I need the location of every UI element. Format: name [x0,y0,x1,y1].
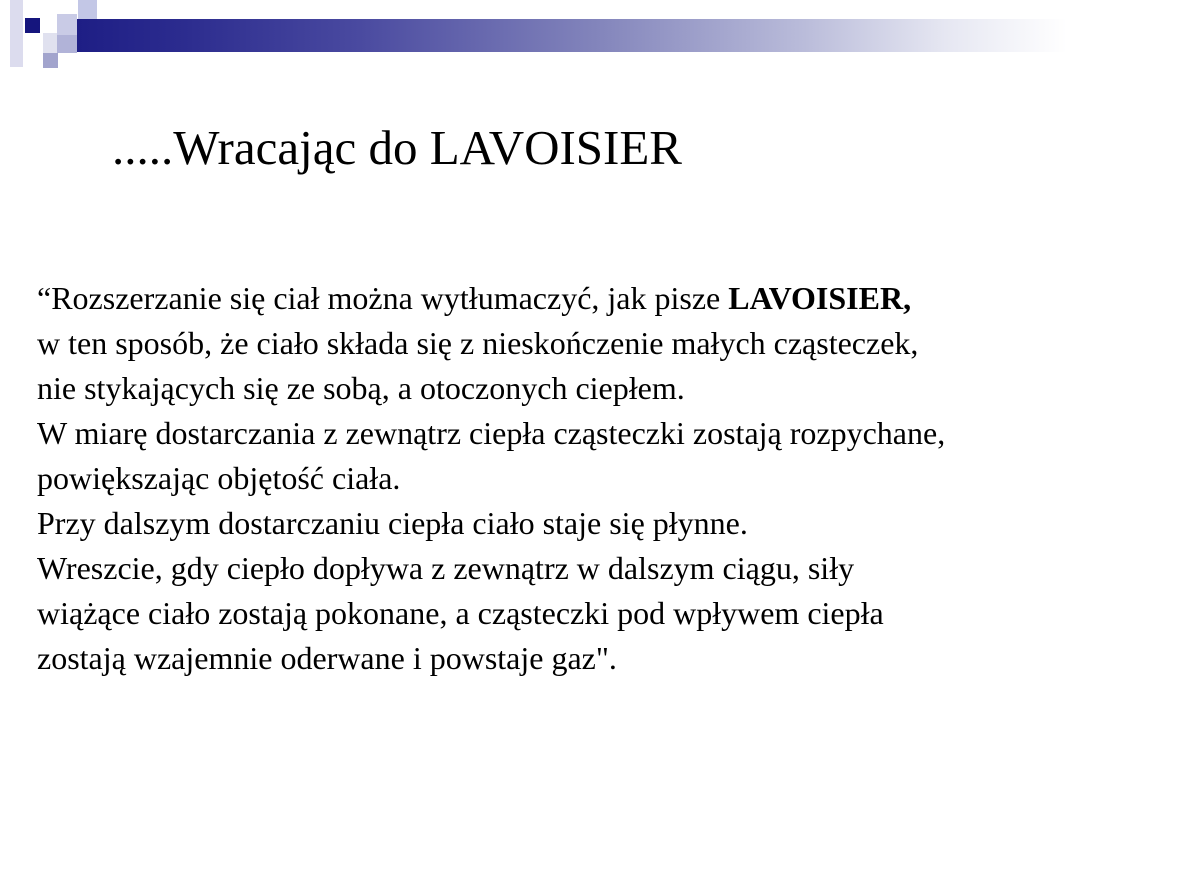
deco-navy-square [25,18,40,33]
body-line: W miarę dostarczania z zewnątrz ciepła cząsteczki zostają rozpychane, [37,415,946,451]
deco-gradient-bar [77,19,1087,52]
deco-light-square [43,33,57,53]
body-line: Przy dalszym dostarczaniu ciepła ciało staje się płynne. [37,505,748,541]
deco-medium-square [57,35,77,53]
deco-vertical-bar [10,0,23,67]
body-line: nie stykających się ze sobą, a otoczonych ciepłem. [37,370,685,406]
body-line: wiążące ciało zostają pokonane, a cząsteczki pod wpływem ciepła [37,595,884,631]
body-line: powiększając objętość ciała. [37,460,401,496]
body-text-block [37,276,945,681]
lavoisier-bold-text: LAVOISIER, [728,280,912,316]
deco-pale-top-square [78,0,97,19]
body-line: Wreszcie, gdy ciepło dopływa z zewnątrz w dalszym ciągu, siły [37,550,855,586]
deco-deep-square [43,53,58,68]
slide-title: .....Wracając do LAVOISIER [112,120,682,175]
deco-periwinkle-square [57,14,77,35]
body-line [37,276,945,321]
body-line: w ten sposób, że ciało składa się z nieskończenie małych cząsteczek, [37,325,919,361]
body-line: zostają wzajemnie oderwane i powstaje gaz". [37,640,617,676]
quote-regular-text: “Rozszerzanie się ciał można wytłumaczyć, jak pisze [37,280,729,316]
